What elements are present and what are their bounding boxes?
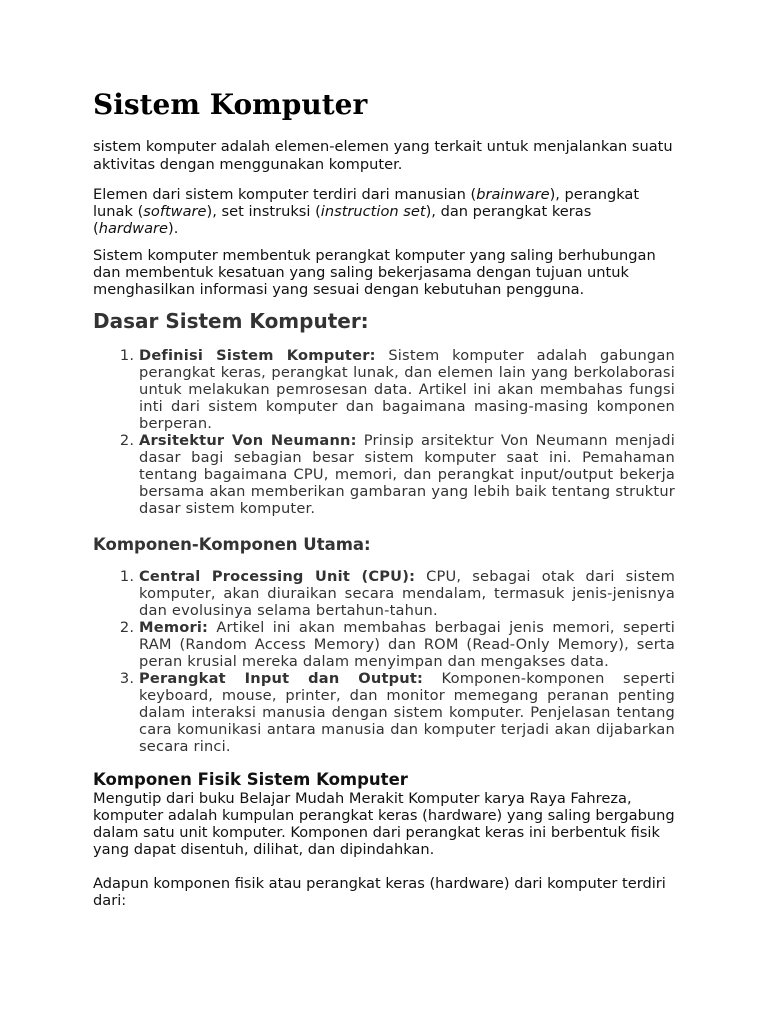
list-item-label: Memori:	[139, 619, 209, 636]
komponen-utama-list	[93, 568, 675, 755]
list-item-label: Definisi Sistem Komputer:	[139, 347, 376, 364]
intro-paragraph-2	[93, 186, 675, 237]
list-item-label: Central Processing Unit (CPU):	[139, 568, 416, 585]
section-heading-komponen-utama: Komponen-Komponen Utama:	[93, 535, 371, 554]
term-software: software	[143, 203, 207, 220]
intro-p2-text-2: ), perangkat lunak (	[93, 186, 640, 220]
intro-paragraph-1: sistem komputer adalah elemen-elemen yang terkait untuk menjalankan suatu aktivitas dengan menggunakan komputer.	[93, 138, 673, 173]
list-item-text: Artikel ini akan membahas berbagai jenis memori, seperti RAM (Random Access Memory) dan ROM (Read-Only Memory), serta peran krusial mereka dalam menyimpan dan mengakses data.	[139, 619, 675, 670]
dasar-list	[93, 347, 675, 517]
list-item-text: Komponen-komponen seperti keyboard, mouse, printer, dan monitor memegang peranan penting dalam interaksi manusia dengan sistem komputer. Penjelasan tentang cara komunikasi antara manusia dan komputer terjadi akan dijabarkan secara rinci.	[139, 670, 676, 755]
fisik-paragraph-1: Mengutip dari buku Belajar Mudah Merakit Komputer karya Raya Fahreza, komputer adalah kumpulan perangkat keras (hardware) yang saling bergabung dalam satu unit komputer. Komponen dari perangkat keras ini berbentuk fisik yang dapat disentuh, dilihat, dan dipindahkan.	[93, 790, 675, 858]
term-hardware: hardware	[98, 220, 169, 237]
page-title: Sistem Komputer	[93, 88, 368, 121]
list-item-label: Arsitektur Von Neumann:	[139, 432, 357, 449]
term-instruction-set: instruction set	[320, 203, 426, 220]
intro-p2-text-3: ), set instruksi (	[206, 203, 321, 220]
list-item-label: Perangkat Input dan Output:	[139, 670, 424, 687]
intro-p2-text-4: ), dan perangkat keras (	[93, 203, 592, 237]
section-heading-dasar: Dasar Sistem Komputer:	[93, 309, 369, 333]
list-item	[139, 619, 675, 670]
intro-p2-text-5: ).	[168, 220, 179, 237]
list-item-text: CPU, sebagai otak dari sistem komputer, akan diuraikan secara mendalam, termasuk jenis-jenisnya dan evolusinya selama bertahun-tahun.	[139, 568, 675, 619]
list-item-text: Prinsip arsitektur Von Neumann menjadi dasar bagi sebagian besar sistem komputer saat ini. Pemahaman tentang bagaimana CPU, memori, dan perangkat input/output bekerja bersama akan memberikan gambaran yang lebih baik tentang struktur dasar sistem komputer.	[139, 432, 675, 517]
fisik-paragraph-2: Adapun komponen fisik atau perangkat keras (hardware) dari komputer terdiri dari:	[93, 875, 666, 909]
list-item	[139, 347, 675, 432]
list-item-text: Sistem komputer adalah gabungan perangkat keras, perangkat lunak, dan elemen lain yang berkolaborasi untuk melakukan pemrosesan data. Artikel ini akan membahas fungsi inti dari sistem komputer dan bagaimana masing-masing komponen berperan.	[139, 347, 675, 432]
document-content	[93, 88, 675, 909]
list-item	[139, 568, 675, 619]
intro-paragraph-3: Sistem komputer membentuk perangkat komputer yang saling berhubungan dan membentuk kesatuan yang saling bekerjasama dengan tujuan untuk menghasilkan informasi yang sesuai dengan kebutuhan pengguna.	[93, 247, 656, 298]
term-brainware: brainware	[476, 186, 550, 203]
list-item	[139, 670, 675, 755]
intro-p2-text-1: Elemen dari sistem komputer terdiri dari manusian (	[93, 186, 477, 203]
section-heading-komponen-fisik: Komponen Fisik Sistem Komputer	[93, 770, 408, 789]
list-item	[139, 432, 675, 517]
